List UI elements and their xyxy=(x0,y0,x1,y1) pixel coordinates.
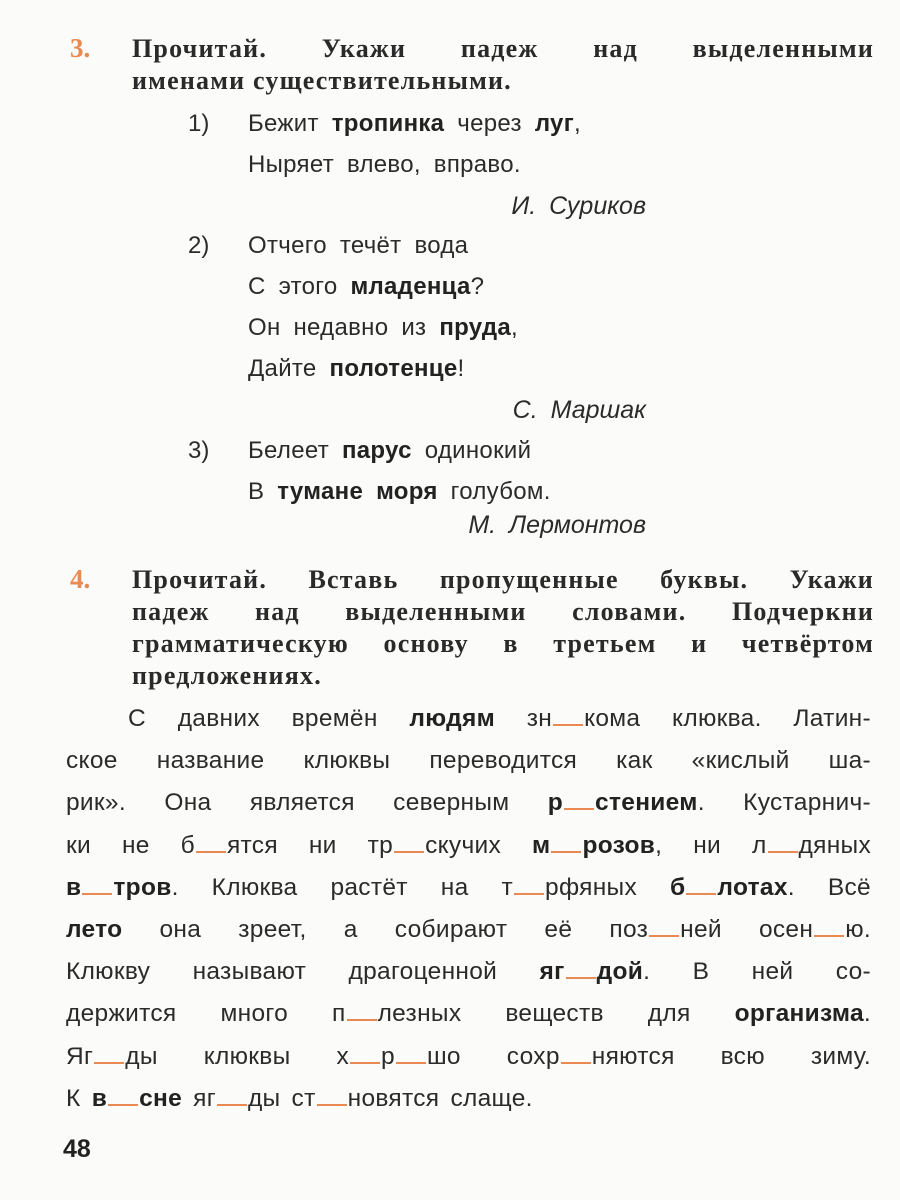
text: ней осен xyxy=(680,916,814,944)
poem-3-label: 3) xyxy=(188,437,210,464)
highlighted-noun: тумане xyxy=(277,478,364,505)
text: Дайте xyxy=(248,355,330,382)
highlighted-word: лето xyxy=(66,916,123,944)
text: новятся слаще. xyxy=(347,1084,533,1112)
highlighted-word: розов xyxy=(582,831,656,859)
exercise-4-instruction-line-4: предложениях. xyxy=(132,661,322,690)
text: через xyxy=(444,110,535,137)
letter-gap[interactable] xyxy=(108,1086,138,1106)
text: . xyxy=(863,1000,871,1028)
text: р xyxy=(381,1042,395,1070)
text-row-9 xyxy=(66,1036,871,1078)
highlighted-noun: младенца xyxy=(350,273,471,300)
letter-gap[interactable] xyxy=(317,1086,347,1106)
letter-gap[interactable] xyxy=(350,1044,380,1064)
letter-gap[interactable] xyxy=(814,917,844,937)
letter-gap[interactable] xyxy=(564,790,594,810)
letter-gap[interactable] xyxy=(396,1044,426,1064)
letter-gap[interactable] xyxy=(394,833,424,853)
text: рфяных xyxy=(545,873,670,901)
text: рик». Она является северным xyxy=(66,789,548,817)
poem-2-label: 2) xyxy=(188,232,210,259)
text: зн xyxy=(495,705,553,732)
text: . Всё xyxy=(787,873,871,901)
text-row-10 xyxy=(66,1078,871,1120)
text: , ни л xyxy=(655,831,767,859)
text: , xyxy=(511,314,518,341)
exercise-4-instruction xyxy=(132,564,874,692)
text-row-6 xyxy=(66,909,871,951)
text: . Клюква растёт на т xyxy=(171,873,514,901)
highlighted-word: м xyxy=(532,831,551,859)
text: она зреет, а собирают её поз xyxy=(122,916,649,944)
text: Яг xyxy=(66,1042,94,1070)
text: кома клюква. Латин- xyxy=(584,705,871,732)
page-number: 48 xyxy=(63,1135,91,1163)
highlighted-noun: пруда xyxy=(439,314,511,341)
highlighted-word: сне xyxy=(139,1084,183,1112)
poem-1-line-2: Ныряет влево, вправо. xyxy=(248,151,521,178)
text: Бежит xyxy=(248,110,332,137)
highlighted-word: яг xyxy=(539,958,565,986)
highlighted-word: людям xyxy=(409,705,495,732)
highlighted-word: в xyxy=(91,1084,108,1112)
poem-1-line-1 xyxy=(248,110,581,138)
text: ю. xyxy=(845,916,871,944)
highlighted-noun: тропинка xyxy=(331,110,445,137)
highlighted-noun: моря xyxy=(376,478,438,505)
text: , xyxy=(574,110,581,137)
text: Белеет xyxy=(248,437,342,464)
exercise-3-instruction-line-1: Прочитай. Укажи падеж над выделенными xyxy=(132,34,874,63)
letter-gap[interactable] xyxy=(347,1001,377,1021)
text-row-7 xyxy=(66,951,871,993)
text: В xyxy=(248,478,278,505)
text: С этого xyxy=(248,273,351,300)
highlighted-word: организма xyxy=(734,1000,864,1028)
text: С давних времён xyxy=(128,705,410,732)
exercise-4-text xyxy=(66,698,871,1120)
text: К xyxy=(66,1084,92,1112)
letter-gap[interactable] xyxy=(551,833,581,853)
poem-1-label: 1) xyxy=(188,110,210,137)
highlighted-word: стением xyxy=(595,789,698,817)
text-row-3 xyxy=(66,782,871,824)
exercise-4-instruction-line-2: падеж над выделенными словами. Подчеркни xyxy=(132,597,874,626)
poem-2-line-3 xyxy=(248,314,518,342)
exercise-3-number: 3. xyxy=(70,33,91,63)
letter-gap[interactable] xyxy=(561,1044,591,1064)
text-row-2: ское название клюквы переводится как «кислый ша- xyxy=(66,747,871,775)
text: Он недавно из xyxy=(248,314,440,341)
text xyxy=(363,478,376,505)
text: скучих xyxy=(425,831,532,859)
text: одинокий xyxy=(411,437,532,464)
text: дяных xyxy=(798,831,871,859)
letter-gap[interactable] xyxy=(649,917,679,937)
highlighted-word: б xyxy=(669,873,686,901)
poem-2-line-4 xyxy=(248,355,464,383)
letter-gap[interactable] xyxy=(94,1044,124,1064)
text: . Кустарнич- xyxy=(697,789,871,817)
exercise-4-instruction-line-3: грамматическую основу в третьем и четвёртом xyxy=(132,629,874,658)
letter-gap[interactable] xyxy=(686,875,716,895)
text: яг xyxy=(182,1084,216,1112)
highlighted-noun: полотенце xyxy=(329,355,458,382)
letter-gap[interactable] xyxy=(82,875,112,895)
text: ды клюквы х xyxy=(125,1042,350,1070)
letter-gap[interactable] xyxy=(768,833,798,853)
text: лезных веществ для xyxy=(377,1000,735,1028)
text-row-8 xyxy=(66,993,871,1035)
poem-3-line-2 xyxy=(248,478,551,506)
letter-gap[interactable] xyxy=(514,875,544,895)
poem-1-author: И. Суриков xyxy=(511,192,646,220)
highlighted-word: дой xyxy=(596,958,644,986)
highlighted-word: лотах xyxy=(717,873,788,901)
letter-gap[interactable] xyxy=(217,1086,247,1106)
text: шо сохр xyxy=(426,1042,560,1070)
poem-2-line-1: Отчего течёт вода xyxy=(248,232,469,259)
letter-gap[interactable] xyxy=(553,706,583,726)
highlighted-word: в xyxy=(66,873,82,901)
highlighted-word: тров xyxy=(113,873,172,901)
letter-gap[interactable] xyxy=(566,959,596,979)
text-row-1 xyxy=(66,698,871,740)
highlighted-noun: парус xyxy=(341,437,412,464)
text: ятся ни тр xyxy=(226,831,394,859)
text: няются всю зиму. xyxy=(591,1042,871,1070)
text: держится много п xyxy=(66,1000,346,1028)
exercise-4-number: 4. xyxy=(70,564,91,594)
poem-3-author: М. Лермонтов xyxy=(468,511,646,539)
text-row-5 xyxy=(66,867,871,909)
poem-2-line-2 xyxy=(248,273,484,301)
text: ки не б xyxy=(66,831,195,859)
exercise-4-instruction-line-1: Прочитай. Вставь пропущенные буквы. Укажи xyxy=(132,565,874,594)
text: ды ст xyxy=(247,1084,316,1112)
exercise-3-instruction xyxy=(132,33,874,97)
highlighted-word: р xyxy=(547,789,564,817)
poem-2-author: С. Маршак xyxy=(512,396,646,424)
text: ? xyxy=(470,273,485,300)
exercise-3-instruction-line-2: именами существительными. xyxy=(132,66,512,95)
letter-gap[interactable] xyxy=(196,833,226,853)
text-row-4 xyxy=(66,825,871,867)
poem-3-line-1 xyxy=(248,437,531,465)
text: ! xyxy=(457,355,465,382)
highlighted-noun: луг xyxy=(534,110,574,137)
text: Клюкву называют драгоценной xyxy=(66,958,540,986)
text: голубом. xyxy=(437,478,551,505)
text: . В ней со- xyxy=(643,958,871,986)
